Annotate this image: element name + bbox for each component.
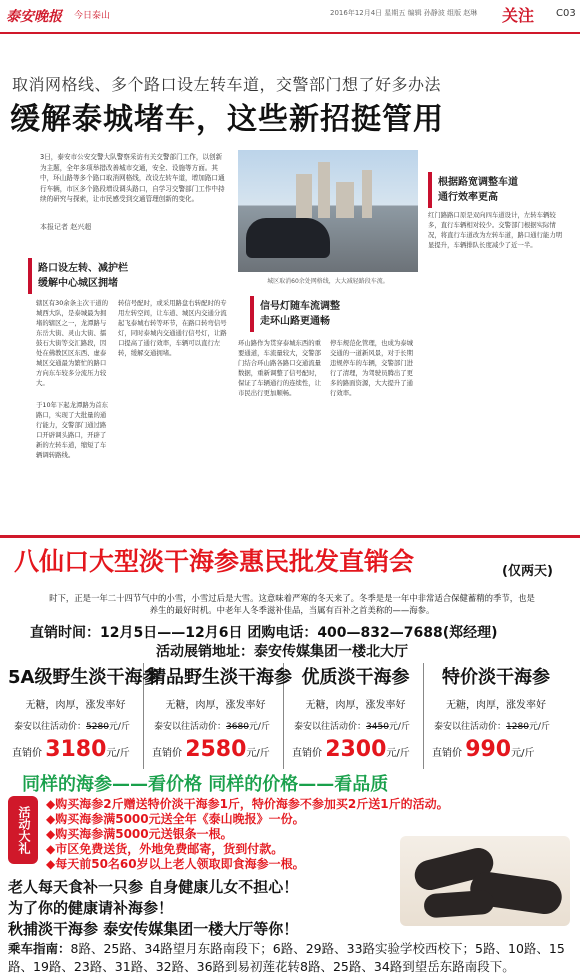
seacucumber-shape: [423, 890, 495, 919]
article-subhead: 取消网格线、多个路口设左转车道，交警部门想了好多办法: [12, 75, 442, 94]
ad-tagline: 为了你的健康请补海参！: [8, 899, 174, 917]
issue-meta: 2016年12月4日 星期五 编辑 孙静波 组版 赵琳: [330, 9, 478, 17]
photo-building: [296, 174, 312, 218]
product-price: 直销价 2300元/斤: [292, 737, 410, 762]
product-price: 直销价 990元/斤: [432, 737, 535, 762]
article-headline: 缓解泰城堵车，这些新招挺管用: [10, 102, 444, 137]
article-column: 于10年下起龙潭路为首东路口，实现了大批量的通行能力，交警部门通过路口开辟调头路口，开辟了新的左转车道，缩短了车辆调转路线。: [36, 400, 112, 530]
product-card: [428, 663, 564, 769]
product-feature: 无糖，肉厚，涨发率好: [446, 700, 546, 711]
section-label: 关注: [480, 4, 542, 28]
article-column: 环山路作为贯穿泰城东西的重要通道，车流量较大，交警部门结合环山路各路口交通流量数据，重新调整了信号配时，保证了车辆通行的连续性，让市民出行更加顺畅。: [238, 339, 322, 397]
ad-tagline: 秋捕淡干海参 泰安传媒集团一楼大厅等你！: [8, 920, 299, 938]
article-column: 转信号配时，或采用路盘右转配时的专用左转空间，让车道、城区内交通分流起飞泰城右转等环节，在路口转弯信号灯，同时泰城内交通通行信号灯，让路口提高了通行效率，车辆可以直行左转，缓解交通拥堵。: [118, 299, 227, 357]
article-byline: 本报记者 赵兴超: [40, 223, 92, 231]
product-feature: 无糖，肉厚，涨发率好: [165, 700, 266, 711]
product-name: 5A级野生淡干海参: [8, 667, 161, 688]
photo-building: [362, 170, 372, 218]
product-old-price: 泰安以往活动价：3450元/斤: [294, 722, 410, 732]
gift-item: ◆购买海参2斤赠送特价淡干海参1斤，特价海参不参加买2斤送1斤的活动。: [46, 797, 449, 811]
edition-name: 今日泰山: [74, 11, 111, 21]
bus-label: 乘车指南：: [8, 941, 71, 956]
product-feature: 无糖，肉厚，涨发率好: [25, 700, 126, 711]
callout-lanes: 根据路宽调整车道 通行效率更高: [428, 172, 568, 208]
product-old-price: 泰安以往活动价：3680元/斤: [154, 722, 270, 732]
callout-signal: 信号灯随车流调整 走环山路更通畅: [250, 296, 400, 332]
article-column: 红门路路口原是双向四车道设计，左转车辆较多，直行车辆相对较少。交警部门根据实际情况，将直行车道改为左转车道，路口通行能力明显提升，车辆排队长度减少了近一半。: [428, 211, 563, 249]
product-card: [288, 663, 424, 769]
bus-routes: 8路、25路、34路望月东路南段下；6路、29路、33路实验学校西校下；5路、10路、15路、19路、23路、31路、32路、36路到易初莲花转8路、25路、34路到望岳东路南段下。: [8, 941, 565, 974]
article-column: 停车规范化管理，也成为泰城交通的一道新风景，对于长期违规停车的车辆，交警部门进行了清理，为驾驶员腾出了更多的路面资源，大大提升了通行效率。: [330, 339, 414, 397]
gift-item: ◆购买海参满5000元送银条一根。: [46, 827, 233, 841]
ad-title-note: (仅两天): [502, 564, 553, 579]
gift-badge: 活动大礼: [8, 796, 38, 864]
ad-tagline: 老人每天食补一只参 自身健康儿女不担心！: [8, 878, 299, 896]
article-column: 辖区有30余条主次干道的城西大队，是泰城最为拥堵的辖区之一，龙潭路与东岳大街、灵山大街、擂鼓石大街等交汇路段，因处在佛教区区东西、虚泰城区交通最为繁忙的路口方向东车较多分流压力较大。: [36, 299, 109, 387]
product-old-price: 泰安以往活动价：1280元/斤: [434, 722, 550, 732]
product-name: 优质淡干海参: [301, 667, 410, 688]
ad-time-phone: 直销时间：12月5日——12月6日 团购电话：400—832—7688(郑经理): [30, 625, 498, 641]
page-number: C03: [556, 8, 576, 19]
newspaper-logo: 泰安晚报: [6, 9, 62, 25]
gift-item: ◆每天前50名60岁以上老人领取即食海参一根。: [46, 857, 305, 871]
ad-slogan: 同样的海参——看价格 同样的价格——看品质: [22, 774, 389, 795]
product-card: [148, 663, 292, 769]
bus-directions: [8, 940, 573, 976]
gift-item: ◆市区免费送货，外地免费邮寄，货到付款。: [46, 842, 284, 856]
page-header: [0, 0, 580, 34]
ad-address: 活动展销地址：泰安传媒集团一楼北大厅: [156, 644, 408, 660]
gift-item: ◆购买海参满5000元送全年《泰山晚报》一份。: [46, 812, 305, 826]
photo-caption: 城区取消60余处网格线，大大减轻路段车流。: [267, 278, 389, 285]
product-price: 直销价 3180元/斤: [12, 737, 130, 762]
product-old-price: 泰安以往活动价：5280元/斤: [14, 722, 130, 732]
product-feature: 无糖，肉厚，涨发率好: [305, 700, 406, 711]
photo-car: [246, 218, 330, 258]
seacucumber-photo: [400, 836, 570, 926]
article-lead: 3日，泰安市公安交警大队警察采访有关交警部门工作，以创新为主题，全年多项举措改善城市交通，安全、设施等方面。其中，环山路等多个路口取消网格线，改设左转车道，增加路口通行车辆，市区多个路段增设调头路口，自学习交警部门工作中持续的研究与探索，让市民感受到交通管理创新的变化。: [40, 153, 225, 203]
traffic-photo: [238, 150, 418, 272]
product-card: [8, 663, 161, 769]
ad-title: 八仙口大型淡干海参惠民批发直销会: [14, 547, 415, 576]
photo-building: [318, 162, 330, 218]
product-price: 直销价 2580元/斤: [152, 737, 270, 762]
photo-building: [336, 182, 354, 218]
callout-left-turn: 路口设左转、减护栏 缓解中心城区拥堵: [28, 258, 176, 294]
product-name: 特价淡干海参: [442, 667, 550, 688]
product-name: 精品野生淡干海参: [148, 667, 292, 688]
ad-intro: 时下，正是一年二十四节气中的小雪，小雪过后是大雪。这意味着严寒的冬天来了。冬季是是一年中非常适合保健蓄精的季节，也是养生的最好时机。中老年人冬季滋补佳品，当属有百补之首美称的——海参。: [49, 593, 535, 615]
